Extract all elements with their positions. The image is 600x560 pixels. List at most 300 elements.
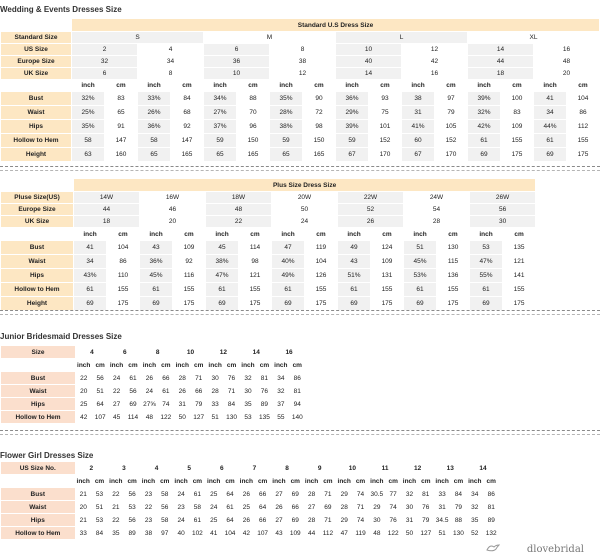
measure-cell: 43 <box>338 255 370 268</box>
measure-cell: 175 <box>501 148 533 161</box>
measure-cell: 115 <box>437 255 469 268</box>
size-cell: 8 <box>138 68 203 79</box>
measure-cell: 72 <box>303 106 335 119</box>
measure-cell: 44% <box>534 120 566 133</box>
unit-inch: inch <box>338 228 370 240</box>
measure-cell: 26 <box>239 514 254 526</box>
measure-cell: 69 <box>404 297 436 310</box>
row-label: Hollow to Hem <box>1 283 73 296</box>
row-label: UK Size <box>1 68 71 79</box>
measure-cell: 26 <box>239 488 254 500</box>
measure-cell: 175 <box>437 297 469 310</box>
measure-cell: 155 <box>371 283 403 296</box>
measure-cell: 104 <box>107 241 139 254</box>
row-label: Pluse Size(US) <box>1 192 73 203</box>
measure-cell: 32 <box>467 501 482 513</box>
measure-cell: 155 <box>107 283 139 296</box>
measure-cell: 41% <box>402 120 434 133</box>
unit-inch: inch <box>206 475 221 487</box>
measure-cell: 61 <box>74 283 106 296</box>
size-cell: 20W <box>272 192 337 203</box>
measure-cell: 140 <box>290 411 305 423</box>
size-cell: 22 <box>206 216 271 227</box>
unit-inch: inch <box>273 359 288 371</box>
unit-inch: inch <box>402 475 417 487</box>
measure-cell: 25% <box>72 106 104 119</box>
unit-inch: inch <box>304 475 319 487</box>
unit-inch: inch <box>204 80 236 91</box>
measure-cell: 61 <box>125 372 140 384</box>
size-cell: 12 <box>270 68 335 79</box>
size-cell: 46 <box>140 204 205 215</box>
measure-cell: 93 <box>369 92 401 105</box>
measure-cell: 40 <box>173 527 188 539</box>
plus-table-header: Plus Size Dress Size <box>74 179 535 191</box>
measure-cell: 68 <box>171 106 203 119</box>
junior-section-title: Junior Bridesmaid Dresses Size <box>0 332 122 341</box>
wedding-table-header: Standard U.S Dress Size <box>72 19 599 31</box>
measure-cell: 36% <box>336 92 368 105</box>
measure-cell: 26 <box>175 385 190 397</box>
unit-cm: cm <box>503 228 535 240</box>
measure-cell: 45% <box>140 269 172 282</box>
size-cell: 28 <box>404 216 469 227</box>
measure-cell: 152 <box>369 134 401 147</box>
size-cell: 54 <box>404 204 469 215</box>
measure-cell: 37% <box>204 120 236 133</box>
measure-cell: 69 <box>470 297 502 310</box>
unit-inch: inch <box>175 359 190 371</box>
unit-inch: inch <box>470 228 502 240</box>
measure-cell: 119 <box>353 527 368 539</box>
unit-cm: cm <box>353 475 368 487</box>
measure-cell: 155 <box>503 283 535 296</box>
size-cell: 11 <box>369 462 401 474</box>
measure-cell: 76 <box>418 501 433 513</box>
measure-cell: 97 <box>435 92 467 105</box>
measure-cell: 29 <box>337 514 352 526</box>
measure-cell: 61 <box>190 488 205 500</box>
measure-cell: 34.5 <box>434 514 449 526</box>
measure-cell: 122 <box>386 527 401 539</box>
row-label: Standard Size <box>1 32 71 43</box>
measure-cell: 107 <box>255 527 270 539</box>
size-cell: 5 <box>173 462 205 474</box>
wedding-size-table <box>0 18 600 162</box>
measure-cell: 21 <box>76 514 91 526</box>
corner-cell <box>1 19 71 31</box>
size-cell: 56 <box>470 204 535 215</box>
measure-cell: 104 <box>305 255 337 268</box>
measure-cell: 21 <box>76 488 91 500</box>
watermark-text: dlovebridal <box>526 544 584 555</box>
row-label: Hips <box>1 398 75 410</box>
measure-cell: 61 <box>158 385 173 397</box>
measure-cell: 25 <box>206 514 221 526</box>
measure-cell: 43 <box>140 241 172 254</box>
unit-cm: cm <box>124 475 139 487</box>
measure-cell: 88 <box>451 514 466 526</box>
measure-cell: 27 <box>271 514 286 526</box>
measure-cell: 124 <box>371 241 403 254</box>
size-cell: 18 <box>74 216 139 227</box>
measure-cell: 35% <box>270 92 302 105</box>
measure-cell: 98 <box>303 120 335 133</box>
measure-cell: 155 <box>305 283 337 296</box>
measure-cell: 104 <box>567 92 599 105</box>
flower-size-table <box>0 461 500 540</box>
unit-inch: inch <box>173 475 188 487</box>
measure-cell: 122 <box>158 411 173 423</box>
row-label: Hips <box>1 120 71 133</box>
measure-cell: 47 <box>272 241 304 254</box>
measure-cell: 109 <box>501 120 533 133</box>
measure-cell: 30 <box>369 514 384 526</box>
measure-cell: 51 <box>207 411 222 423</box>
size-cell: 6 <box>204 44 269 55</box>
measure-cell: 92 <box>171 120 203 133</box>
size-cell: 36 <box>204 56 269 67</box>
measure-cell: 34 <box>534 106 566 119</box>
size-cell: 6 <box>72 68 137 79</box>
measure-cell: 45% <box>404 255 436 268</box>
measure-cell: 22 <box>76 372 91 384</box>
unit-inch: inch <box>76 359 91 371</box>
measure-cell: 175 <box>173 297 205 310</box>
measure-cell: 92 <box>173 255 205 268</box>
measure-cell: 147 <box>171 134 203 147</box>
unit-inch: inch <box>142 359 157 371</box>
size-cell: 34 <box>138 56 203 67</box>
measure-cell: 42% <box>468 120 500 133</box>
unit-cm: cm <box>237 80 269 91</box>
row-label: Waist <box>1 255 73 268</box>
measure-cell: 55 <box>273 411 288 423</box>
measure-cell: 86 <box>107 255 139 268</box>
unit-cm: cm <box>437 228 469 240</box>
measure-cell: 45 <box>206 241 238 254</box>
size-cell: 16 <box>273 346 305 358</box>
measure-cell: 59 <box>204 134 236 147</box>
unit-cm: cm <box>257 359 272 371</box>
dhgate-bird-icon <box>486 543 500 555</box>
size-cell: 3 <box>108 462 140 474</box>
size-cell: 16 <box>402 68 467 79</box>
measure-cell: 152 <box>435 134 467 147</box>
row-label: Hollow to Hem <box>1 411 75 423</box>
measure-cell: 81 <box>290 385 305 397</box>
unit-cm: cm <box>92 475 107 487</box>
measure-cell: 30 <box>240 385 255 397</box>
unit-cm: cm <box>173 228 205 240</box>
size-cell: 10 <box>337 462 369 474</box>
measure-cell: 74 <box>158 398 173 410</box>
measure-cell: 65 <box>138 148 170 161</box>
measure-cell: 38% <box>270 120 302 133</box>
measure-cell: 175 <box>567 148 599 161</box>
size-cell: 18W <box>206 192 271 203</box>
row-label: Height <box>1 148 71 161</box>
measure-cell: 70 <box>237 106 269 119</box>
measure-cell: 25 <box>206 488 221 500</box>
measure-cell: 59 <box>270 134 302 147</box>
unit-inch: inch <box>369 475 384 487</box>
measure-cell: 40% <box>272 255 304 268</box>
size-cell: 9 <box>304 462 336 474</box>
unit-inch: inch <box>141 475 156 487</box>
measure-cell: 135 <box>503 241 535 254</box>
measure-cell: 84 <box>451 488 466 500</box>
measure-cell: 67 <box>402 148 434 161</box>
unit-inch: inch <box>534 80 566 91</box>
measure-cell: 51 <box>404 241 436 254</box>
measure-cell: 77 <box>386 488 401 500</box>
measure-cell: 160 <box>105 148 137 161</box>
measure-cell: 41 <box>534 92 566 105</box>
measure-cell: 25 <box>239 501 254 513</box>
measure-cell: 61 <box>338 283 370 296</box>
measure-cell: 58 <box>72 134 104 147</box>
size-cell: 24 <box>272 216 337 227</box>
measure-cell: 47 <box>337 527 352 539</box>
row-label: Size <box>1 346 75 358</box>
size-cell: 20 <box>140 216 205 227</box>
measure-cell: 27 <box>109 398 124 410</box>
measure-cell: 48 <box>369 527 384 539</box>
measure-cell: 51 <box>434 527 449 539</box>
row-label: US Size <box>1 44 71 55</box>
measure-cell: 61 <box>206 283 238 296</box>
size-cell: 12 <box>402 462 434 474</box>
unit-inch: inch <box>240 359 255 371</box>
measure-cell: 109 <box>173 241 205 254</box>
row-label: US Size No. <box>1 462 75 474</box>
measure-cell: 38 <box>141 527 156 539</box>
unit-inch: inch <box>206 228 238 240</box>
measure-cell: 32 <box>402 488 417 500</box>
measure-cell: 35 <box>467 514 482 526</box>
measure-cell: 26 <box>271 501 286 513</box>
measure-cell: 58 <box>157 514 172 526</box>
measure-cell: 102 <box>190 527 205 539</box>
wedding-section-title: Wedding & Events Dresses Size <box>0 5 122 14</box>
size-cell: 6 <box>206 462 238 474</box>
size-cell: 14 <box>467 462 499 474</box>
row-label: Waist <box>1 385 75 397</box>
measure-cell: 69 <box>74 297 106 310</box>
measure-cell: 74 <box>353 514 368 526</box>
flower-section-title: Flower Girl Dresses Size <box>0 451 94 460</box>
measure-cell: 64 <box>92 398 107 410</box>
measure-cell: 130 <box>437 241 469 254</box>
measure-cell: 22 <box>108 514 123 526</box>
size-cell: 32 <box>72 56 137 67</box>
measure-cell: 43% <box>74 269 106 282</box>
measure-cell: 53 <box>92 514 107 526</box>
measure-cell: 86 <box>483 488 499 500</box>
unit-cm: cm <box>224 359 239 371</box>
unit-cm: cm <box>107 228 139 240</box>
measure-cell: 24 <box>173 514 188 526</box>
measure-cell: 90 <box>303 92 335 105</box>
size-cell: 14 <box>336 68 401 79</box>
unit-inch: inch <box>140 228 172 240</box>
measure-cell: 38 <box>402 92 434 105</box>
measure-cell: 65 <box>204 148 236 161</box>
measure-cell: 135 <box>257 411 272 423</box>
size-cell: 44 <box>74 204 139 215</box>
measure-cell: 51 <box>92 385 107 397</box>
size-cell: 44 <box>468 56 533 67</box>
measure-cell: 60 <box>402 134 434 147</box>
size-cell: 40 <box>336 56 401 67</box>
size-cell: 52 <box>338 204 403 215</box>
unit-cm: cm <box>290 359 305 371</box>
measure-cell: 66 <box>255 514 270 526</box>
measure-cell: 21 <box>108 501 123 513</box>
measure-cell: 50 <box>402 527 417 539</box>
measure-cell: 27⅝ <box>142 398 157 410</box>
measure-cell: 49% <box>272 269 304 282</box>
measure-cell: 96 <box>237 120 269 133</box>
measure-cell: 84 <box>224 398 239 410</box>
unit-inch: inch <box>271 475 286 487</box>
measure-cell: 30 <box>207 372 222 384</box>
unit-cm: cm <box>483 475 499 487</box>
measure-cell: 126 <box>305 269 337 282</box>
size-cell: 13 <box>434 462 466 474</box>
measure-cell: 79 <box>451 501 466 513</box>
measure-cell: 150 <box>237 134 269 147</box>
measure-cell: 150 <box>303 134 335 147</box>
unit-cm: cm <box>157 475 172 487</box>
size-cell: 20 <box>534 68 599 79</box>
size-cell: 14W <box>74 192 139 203</box>
unit-inch: inch <box>72 80 104 91</box>
standard-size-cell: L <box>336 32 467 43</box>
size-cell: 48 <box>206 204 271 215</box>
measure-cell: 58 <box>157 488 172 500</box>
standard-size-cell: S <box>72 32 203 43</box>
measure-cell: 83 <box>501 106 533 119</box>
measure-cell: 69 <box>125 398 140 410</box>
measure-cell: 75 <box>369 106 401 119</box>
measure-cell: 71 <box>191 372 206 384</box>
measure-cell: 91 <box>105 120 137 133</box>
size-cell: 8 <box>270 44 335 55</box>
section-divider <box>0 166 600 167</box>
measure-cell: 105 <box>435 120 467 133</box>
measure-cell: 74 <box>386 501 401 513</box>
measure-cell: 175 <box>239 297 271 310</box>
size-cell: 30 <box>470 216 535 227</box>
measure-cell: 130 <box>451 527 466 539</box>
measure-cell: 79 <box>191 398 206 410</box>
measure-cell: 94 <box>290 398 305 410</box>
measure-cell: 84 <box>92 527 107 539</box>
unit-cm: cm <box>255 475 270 487</box>
measure-cell: 61 <box>404 283 436 296</box>
measure-cell: 33 <box>76 527 91 539</box>
measure-cell: 107 <box>92 411 107 423</box>
size-cell: 24W <box>404 192 469 203</box>
measure-cell: 31 <box>402 106 434 119</box>
unit-cm: cm <box>305 228 337 240</box>
measure-cell: 61 <box>470 283 502 296</box>
section-divider <box>0 434 600 435</box>
measure-cell: 43 <box>271 527 286 539</box>
measure-cell: 56 <box>157 501 172 513</box>
measure-cell: 28 <box>304 488 319 500</box>
measure-cell: 35 <box>108 527 123 539</box>
measure-cell: 67 <box>336 148 368 161</box>
measure-cell: 141 <box>503 269 535 282</box>
measure-cell: 45 <box>109 411 124 423</box>
measure-cell: 24 <box>206 501 221 513</box>
row-label: Waist <box>1 106 71 119</box>
measure-cell: 147 <box>105 134 137 147</box>
measure-cell: 127 <box>191 411 206 423</box>
size-cell: 50 <box>272 204 337 215</box>
size-cell: 12 <box>402 44 467 55</box>
measure-cell: 131 <box>371 269 403 282</box>
measure-cell: 37 <box>273 398 288 410</box>
unit-inch: inch <box>239 475 254 487</box>
size-cell: 8 <box>271 462 303 474</box>
measure-cell: 66 <box>288 501 303 513</box>
measure-cell: 119 <box>305 241 337 254</box>
measure-cell: 155 <box>501 134 533 147</box>
unit-cm: cm <box>125 359 140 371</box>
measure-cell: 24 <box>142 385 157 397</box>
size-cell: 4 <box>138 44 203 55</box>
unit-inch: inch <box>337 475 352 487</box>
measure-cell: 24 <box>109 372 124 384</box>
measure-cell: 69 <box>206 297 238 310</box>
measure-cell: 28% <box>270 106 302 119</box>
size-cell: 48 <box>534 56 599 67</box>
size-cell: 2 <box>76 462 108 474</box>
measure-cell: 101 <box>369 120 401 133</box>
measure-cell: 44 <box>304 527 319 539</box>
measure-cell: 39% <box>468 92 500 105</box>
measure-cell: 41 <box>206 527 221 539</box>
blank-cell <box>1 359 75 371</box>
measure-cell: 64 <box>255 501 270 513</box>
measure-cell: 56 <box>124 488 139 500</box>
unit-inch: inch <box>467 475 482 487</box>
unit-inch: inch <box>272 228 304 240</box>
measure-cell: 47% <box>206 269 238 282</box>
unit-cm: cm <box>320 475 335 487</box>
measure-cell: 69 <box>338 297 370 310</box>
measure-cell: 69 <box>288 514 303 526</box>
measure-cell: 58 <box>190 501 205 513</box>
measure-cell: 76 <box>386 514 401 526</box>
measure-cell: 89 <box>124 527 139 539</box>
measure-cell: 71 <box>320 488 335 500</box>
measure-cell: 71 <box>353 501 368 513</box>
measure-cell: 35% <box>72 120 104 133</box>
measure-cell: 65 <box>270 148 302 161</box>
unit-cm: cm <box>158 359 173 371</box>
size-cell: 12 <box>207 346 239 358</box>
unit-cm: cm <box>239 228 271 240</box>
measure-cell: 155 <box>567 134 599 147</box>
measure-cell: 24 <box>173 488 188 500</box>
measure-cell: 32% <box>72 92 104 105</box>
measure-cell: 61 <box>468 134 500 147</box>
